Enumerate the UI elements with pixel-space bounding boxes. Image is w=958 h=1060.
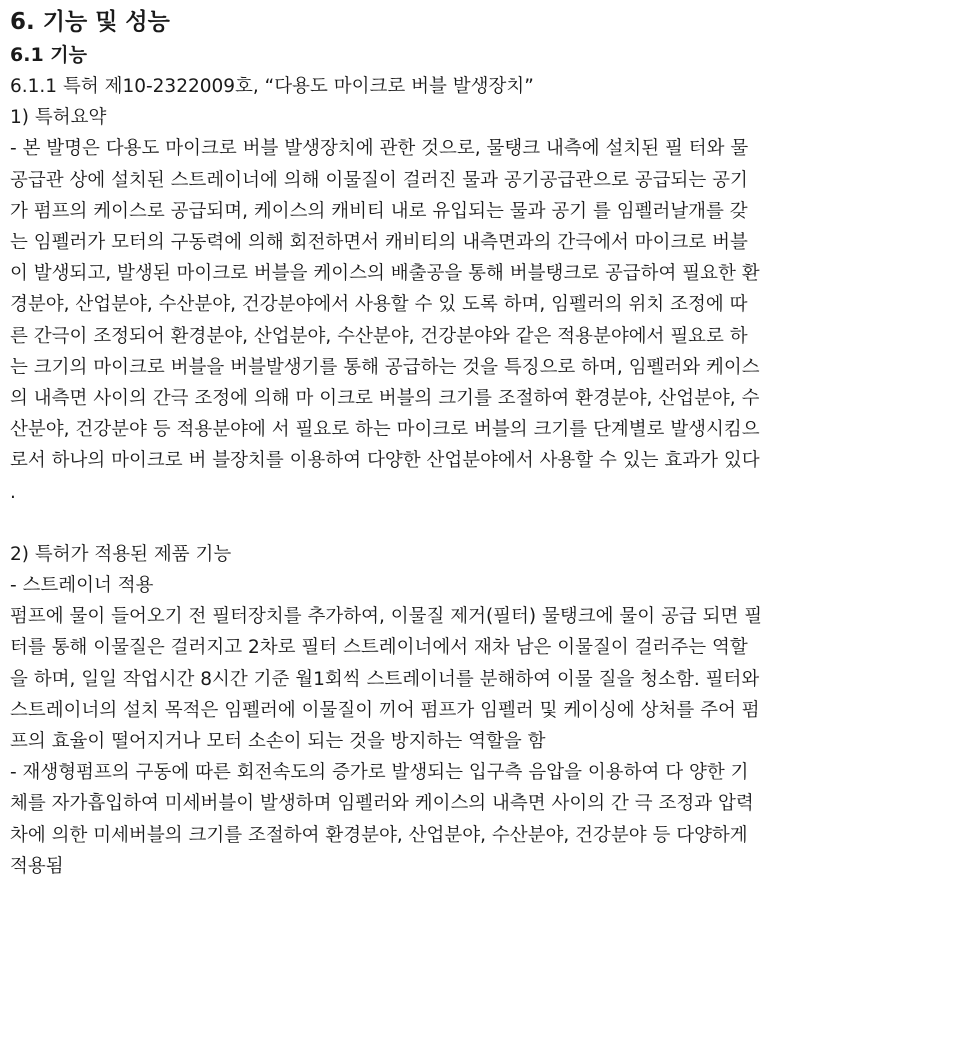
strainer-heading: - 스트레이너 적용 xyxy=(10,575,154,597)
pump-line: 차에 의한 미세버블의 크기를 조절하여 환경분야, 산업분야, 수산분야, 건강분야 등 다양하게 xyxy=(10,824,748,846)
strainer-line: 스트레이너의 설치 목적은 임펠러에 이물질이 끼어 펌프가 임펠러 및 케이싱에 상처를 주어 펌 xyxy=(10,699,760,721)
summary-line: 는 임펠러가 모터의 구동력에 의해 회전하면서 캐비티의 내측면과의 간극에서 마이크로 버블 xyxy=(10,232,748,254)
pump-line: 체를 자가흡입하여 미세버블이 발생하며 임펠러와 케이스의 내측면 사이의 간 극 조정과 압력 xyxy=(10,793,754,815)
summary-line: 공급관 상에 설치된 스트레이너에 의해 이물질이 걸러진 물과 공기공급관으로 공급되는 공기 xyxy=(10,169,748,191)
summary-line: 는 크기의 마이크로 버블을 버블발생기를 통해 공급하는 것을 특징으로 하며, 임펠러와 케이스 xyxy=(10,356,760,378)
strainer-line: 프의 효율이 떨어지거나 모터 소손이 되는 것을 방지하는 역할을 함 xyxy=(10,731,546,753)
pump-line: 적용됨 xyxy=(10,855,64,877)
patent-title: 6.1.1 특허 제10-2322009호, “다용도 마이크로 버블 발생장치” xyxy=(10,76,534,97)
summary-line: . xyxy=(10,481,16,503)
pump-line: - 재생형펌프의 구동에 따른 회전속도의 증가로 발생되는 입구측 음압을 이용하여 다 양한 기 xyxy=(10,762,749,784)
summary-line: 이 발생되고, 발생된 마이크로 버블을 케이스의 배출공을 통해 버블탱크로 공급하여 필요한 환 xyxy=(10,263,760,285)
summary-line: 의 내측면 사이의 간극 조정에 의해 마 이크로 버블의 크기를 조절하여 환경분야, 산업분야, 수 xyxy=(10,388,760,410)
summary-line: - 본 발명은 다용도 마이크로 버블 발생장치에 관한 것으로, 물탱크 내측에 설치된 필 터와 물 xyxy=(10,138,749,160)
section-title: 6. 기능 및 성능 xyxy=(10,9,170,35)
strainer-line: 을 하며, 일일 작업시간 8시간 기준 월1회씩 스트레이너를 분해하여 이물 질을 청소함. 필터와 xyxy=(10,668,760,690)
summary-line: 로서 하나의 마이크로 버 블장치를 이용하여 다양한 산업분야에서 사용할 수 있는 효과가 있다 xyxy=(10,450,760,472)
summary-line: 가 펌프의 케이스로 공급되며, 케이스의 캐비티 내로 유입되는 물과 공기 를 임펠러날개를 갖 xyxy=(10,200,748,222)
subsection-title: 6.1 기능 xyxy=(10,44,87,66)
strainer-line: 터를 통해 이물질은 걸러지고 2차로 필터 스트레이너에서 재차 남은 이물질이 걸러주는 역할 xyxy=(10,637,748,659)
summary-line: 산분야, 건강분야 등 적용분야에 서 필요로 하는 마이크로 버블의 크기를 단계별로 발생시킴으 xyxy=(10,419,760,441)
paragraph-spacer xyxy=(10,508,950,539)
strainer-line: 펌프에 물이 들어오기 전 필터장치를 추가하여, 이물질 제거(필터) 물탱크에 물이 공급 되면 필 xyxy=(10,606,763,628)
summary-line: 경분야, 산업분야, 수산분야, 건강분야에서 사용할 수 있 도록 하며, 임펠러의 위치 조정에 따 xyxy=(10,294,748,316)
summary-heading: 1) 특허요약 xyxy=(10,107,107,129)
summary-line: 른 간극이 조정되어 환경분야, 산업분야, 수산분야, 건강분야와 같은 적용분야에서 필요로 하 xyxy=(10,325,748,347)
features-heading: 2) 특허가 적용된 제품 기능 xyxy=(10,543,232,565)
